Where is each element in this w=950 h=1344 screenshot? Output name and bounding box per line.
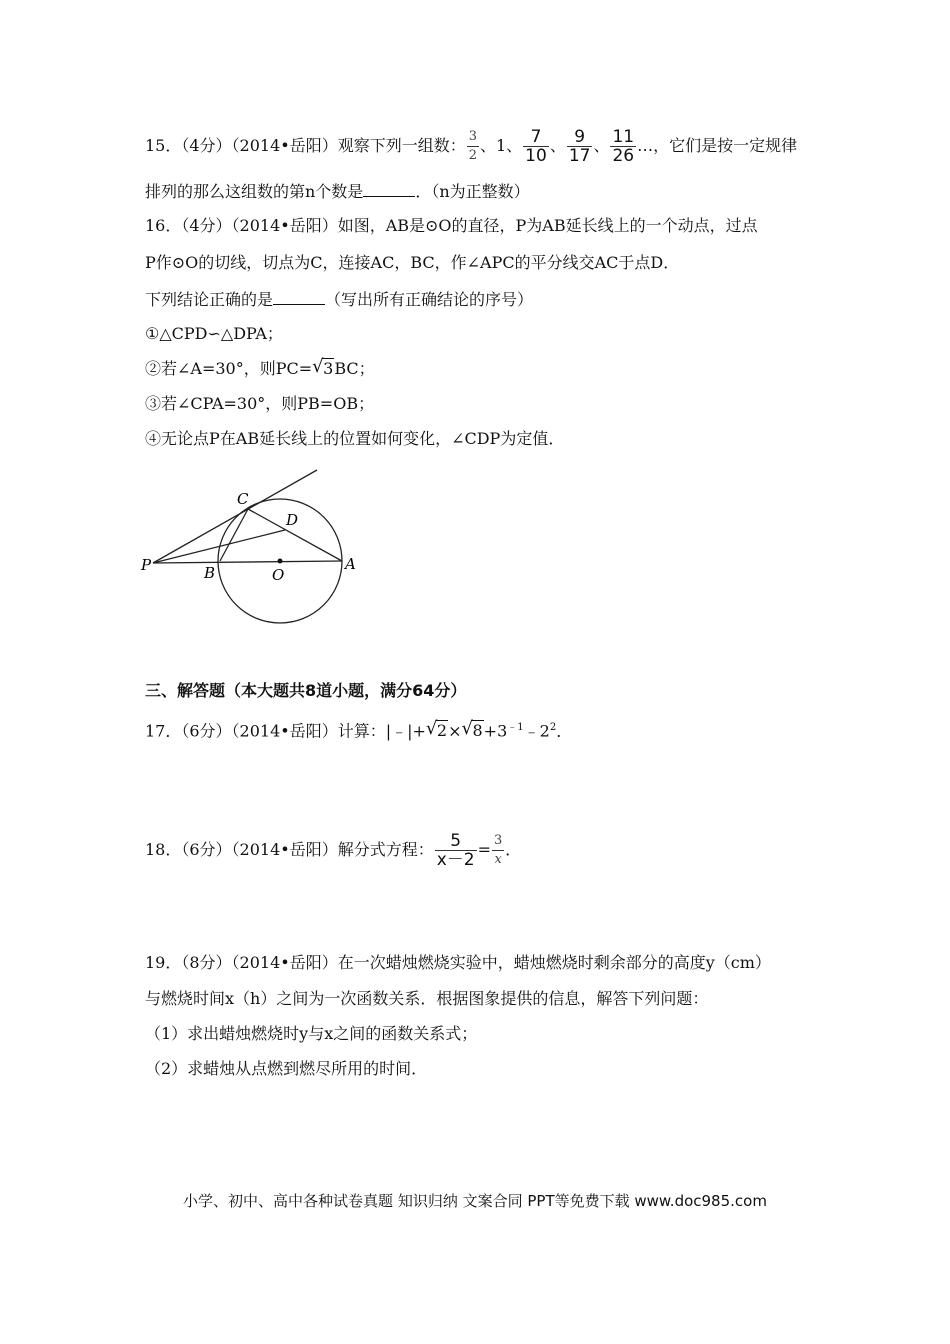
label-p: P <box>141 556 152 574</box>
circle-tangent-figure <box>135 462 375 642</box>
q15-fraction-4: $\frac{11}{26}$ <box>612 127 635 166</box>
q17-line: 17．（6分）（2014•岳阳）计算：|﹣|+ √ 2× √ $8+3^{﹣1}﹣2^2$． <box>145 718 573 741</box>
q15-suffix: …，它们是按一定规律 <box>637 136 798 155</box>
q16-conclusion-3: ③若∠CPA=30°，则PB=OB； <box>145 394 375 413</box>
q18-fraction-1: $\frac{5}{x-2}$ <box>436 831 475 870</box>
label-d: D <box>286 511 299 529</box>
section-heading: 三、解答题（本大题共8道小题，满分64分） <box>145 681 467 700</box>
line-pa <box>153 561 342 563</box>
q16-line3: 下列结论正确的是 （写出所有正确结论的序号） <box>145 290 534 309</box>
q16-conclusion-4: ④无论点P在AB延长线上的位置如何变化，∠CDP为定值． <box>145 429 565 448</box>
q16-line2: P作⊙O的切线，切点为C，连接AC，BC，作∠APC的平分线交AC于点D． <box>145 253 680 272</box>
q15-fraction-3: $\frac{9}{17}$ <box>568 127 591 166</box>
q19-line1: 19．（8分）（2014•岳阳）在一次蜡烛燃烧实验中，蜡烛燃烧时剩余部分的高度y（cm） <box>145 953 771 972</box>
line-pd <box>153 530 285 563</box>
q18-line: 18．（6分）（2014•岳阳）解分式方程： $\frac{5}{x-2}$ = $\frac{3}{x}$ ． <box>145 831 522 870</box>
q16-conclusion-2: ②若∠A=30°，则PC= √ 3BC； <box>145 356 375 378</box>
center-point <box>278 559 283 564</box>
label-b: B <box>204 564 216 582</box>
q15-fraction-1: $\frac{3}{2}$ <box>468 129 477 163</box>
q15-prefix: 15．（4分）（2014•岳阳）观察下列一组数： <box>145 136 466 155</box>
q19-line3: （1）求出蜡烛燃烧时y与x之间的函数关系式； <box>145 1024 478 1043</box>
q15-fraction-2: $\frac{7}{10}$ <box>525 127 547 166</box>
q19-line4: （2）求蜡烛从点燃到燃尽所用的时间． <box>145 1059 428 1078</box>
sqrt: √ 2 <box>425 718 448 741</box>
q19-line2: 与燃烧时间x（h）之间为一次函数关系．根据图象提供的信息，解答下列问题： <box>145 989 709 1008</box>
sqrt: √ 8 <box>461 718 483 741</box>
q16-line1: 16．（4分）（2014•岳阳）如图，AB是⊙O的直径，P为AB延长线上的一个动点，过点 <box>145 216 758 235</box>
label-o: O <box>272 566 285 584</box>
answer-blank <box>273 288 325 305</box>
q15-line2: 排列的那么这组数的第n个数是 ．（n为正整数） <box>145 182 530 201</box>
q18-fraction-2: $\frac{3}{x}$ <box>494 833 503 867</box>
label-a: A <box>345 555 356 573</box>
label-c: C <box>237 490 249 508</box>
q16-conclusion-1: ①△CPD∽△DPA； <box>145 324 283 343</box>
page-footer: 小学、初中、高中各种试卷真题 知识归纳 文案合同 PPT等免费下载 www.doc985.com <box>183 1192 767 1210</box>
q15-line1: 15．（4分）（2014•岳阳）观察下列一组数： $\frac{3}{2}$ 、1、 $\frac{7}{10}$ 、 $\frac{9}{17}$ 、 $\frac{11}{26}$ …，它们是按一定规律 <box>145 127 798 166</box>
answer-blank <box>363 180 415 197</box>
sqrt: √ 3 <box>312 356 334 378</box>
